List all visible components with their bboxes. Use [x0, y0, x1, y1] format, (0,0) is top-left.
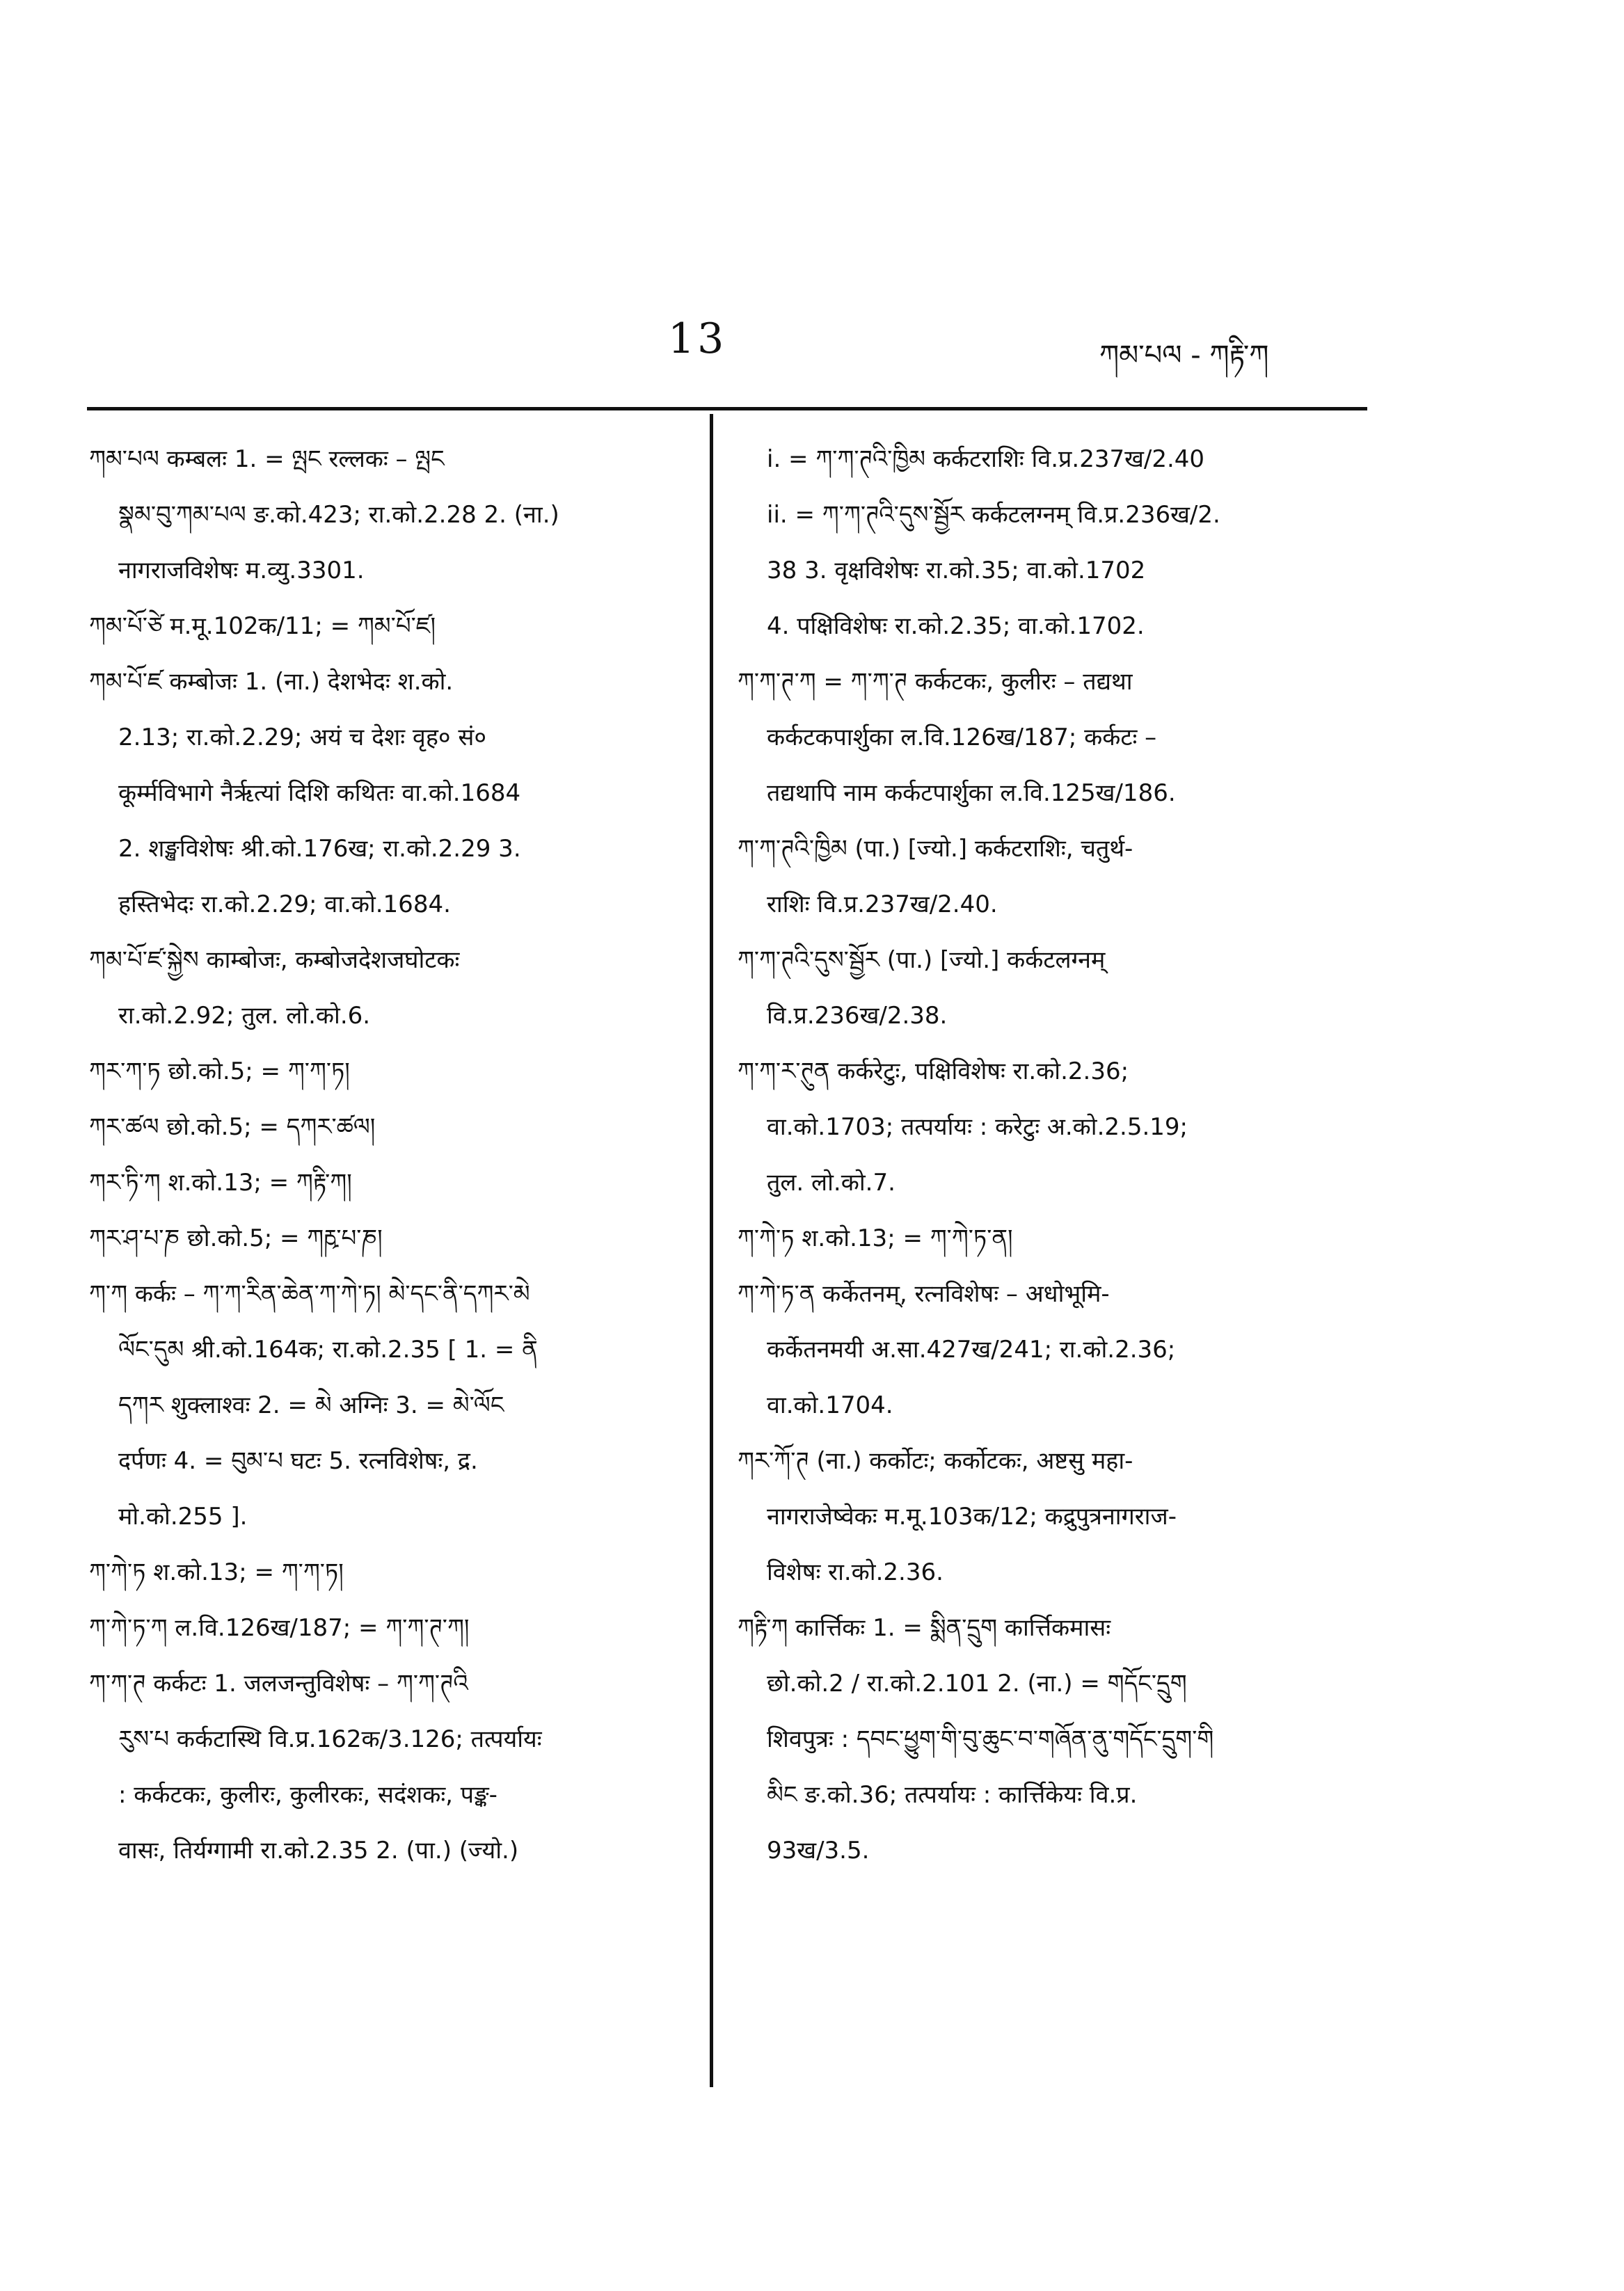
page-number: 13 [668, 314, 727, 363]
entry-headword-line: ཀ་ཀེ་ཏ་ན कर्केतनम्, रत्नविशेषः – अधोभूमि- [738, 1280, 1110, 1308]
entry-continuation-line: : कर्कटकः, कुलीरः, कुलीरकः, सदंशकः, पङ्क- [118, 1781, 497, 1809]
entry-continuation-line: वा.को.1704. [767, 1391, 893, 1419]
right-column [738, 431, 1364, 1878]
entry-continuation-line: मो.को.255 ]. [118, 1503, 248, 1531]
entry-headword-line: ཀ་ཀ་ཊའི་ཁྱིམ (पा.) [ज्यो.] कर्कटराशिः, चतुर्थ- [738, 835, 1133, 863]
entry-headword-line: ཀར་ཀ་ཏ छो.को.5; = ཀ་ཀ་ཏ། [89, 1057, 350, 1085]
entry-headword-line: ཀ་ཀ་ཊ་ཀ = ཀ་ཀ་ཊ कर्कटकः, कुलीरः – तद्यथा [738, 668, 1133, 696]
entry-headword-line: ཀར་ཤ་པ་ཎ छो.को.5; = ཀརྵ་པ་ཎ། [89, 1224, 383, 1252]
entry-continuation-line: शिवपुत्रः : དབང་ཕྱུག་གི་བུ་ཆུང་བ་གཞོན་ནུ་གདོང་དྲུག་གི [767, 1725, 1214, 1753]
left-column [89, 431, 694, 1878]
entry-headword-line: ཀ་ཀ་ཊ कर्कटः 1. जलजन्तुविशेषः – ཀ་ཀ་ཊའི [89, 1670, 468, 1698]
entry-continuation-line: नागराजविशेषः म.व्यु.3301. [118, 557, 365, 584]
entry-continuation-line: छो.को.2 / रा.को.2.101 2. (ना.) = གདོང་དྲུག [767, 1670, 1187, 1698]
entry-headword-line: ཀརྟི་ཀ कार्त्तिकः 1. = སྨིན་དྲུག कार्त्तिकमासः [738, 1614, 1111, 1642]
entry-continuation-line: तद्यथापि नाम कर्कटपार्शुका ल.वि.125ख/186. [767, 779, 1176, 807]
entry-headword-line: ཀ་ཀེ་ཏ श.को.13; = ཀ་ཀེ་ཏ་ན། [738, 1224, 1013, 1252]
entry-continuation-line: 38 3. वृक्षविशेषः रा.को.35; वा.को.1702 [767, 557, 1146, 584]
entry-headword-line: ཀར་ཚལ छो.को.5; = དཀར་ཚལ། [89, 1113, 376, 1141]
entry-continuation-line: སྣམ་བུ་ཀམ་པལ ङ.को.423; रा.को.2.28 2. (ना.) [118, 501, 559, 529]
entry-continuation-line: ལོང་དུམ श्री.को.164क; रा.को.2.35 [ 1. = ནི [118, 1336, 538, 1364]
entry-headword-line: ཀ་ཀེ་ཏ་ཀ ल.वि.126ख/187; = ཀ་ཀ་ཊ་ཀ། [89, 1614, 470, 1642]
entry-continuation-line: रा.को.2.92; तुल. लो.को.6. [118, 1002, 371, 1030]
entry-headword-line: ཀམ་པལ कम्बलः 1. = ལྤང रल्लकः – ལྤང [89, 445, 445, 473]
entry-headword-line: ཀར་ཏི་ཀ श.को.13; = ཀརྟི་ཀ། [89, 1169, 352, 1197]
entry-continuation-line: 2.13; रा.को.2.29; अयं च देशः वृह० सं० [118, 724, 487, 751]
entry-continuation-line: དཀར शुक्लाश्वः 2. = མེ अग्निः 3. = མེ་ལོང [118, 1391, 504, 1419]
entry-continuation-line: तुल. लो.को.7. [767, 1169, 895, 1197]
entry-headword-line: ཀར་ཀོ་ཊ (ना.) कर्कोटः; कर्कोटकः, अष्टसु महा- [738, 1447, 1133, 1475]
running-head: ཀམ་པལ - ཀརྟི་ཀ [1099, 340, 1269, 372]
entry-continuation-line: कर्केतनमयी अ.सा.427ख/241; रा.को.2.36; [767, 1336, 1176, 1364]
entry-continuation-line: विशेषः रा.को.2.36. [767, 1558, 944, 1586]
entry-headword-line: ཀ་ཀ कर्कः – ཀ་ཀ་རིན་ཆེན་ཀ་ཀེ་ཏ། མེ་དང་ནི་དཀར་མེ [89, 1280, 530, 1308]
entry-continuation-line: नागराजेष्वेकः म.मू.103क/12; कद्रुपुत्रनागराज- [767, 1503, 1177, 1531]
entry-continuation-line: i. = ཀ་ཀ་ཊའི་ཁྱིམ कर्कटराशिः वि.प्र.237ख/2.40 [767, 445, 1205, 473]
entry-continuation-line: कर्कटकपार्शुका ल.वि.126ख/187; कर्कटः – [767, 724, 1157, 751]
entry-continuation-line: 4. पक्षिविशेषः रा.को.2.35; वा.को.1702. [767, 612, 1145, 640]
entry-continuation-line: རུས་པ कर्कटास्थि वि.प्र.162क/3.126; तत्पर्यायः [118, 1725, 542, 1753]
entry-continuation-line: 2. शङ्खविशेषः श्री.को.176ख; रा.को.2.29 3. [118, 835, 521, 863]
entry-continuation-line: ii. = ཀ་ཀ་ཊའི་དུས་སྦྱོར कर्कटलग्नम् वि.प्र.236ख/2. [767, 501, 1220, 529]
entry-headword-line: ཀམ་པོ་ཛ་སྐྱེས काम्बोजः, कम्बोजदेशजघोटकः [89, 946, 460, 974]
entry-headword-line: ཀ་ཀེ་ཏ श.को.13; = ཀ་ཀ་ཏ། [89, 1558, 344, 1586]
entry-continuation-line: दर्पणः 4. = བུམ་པ घटः 5. रत्नविशेषः, द्र. [118, 1447, 478, 1475]
entry-continuation-line: 93ख/3.5. [767, 1837, 870, 1865]
header-rule [87, 407, 1367, 410]
entry-continuation-line: वि.प्र.236ख/2.38. [767, 1002, 948, 1030]
entry-continuation-line: वा.को.1703; तत्पर्यायः : करेटुः अ.को.2.5.19; [767, 1113, 1188, 1141]
entry-headword-line: ཀ་ཀ་ར་ཊུན कर्करेटुः, पक्षिविशेषः रा.को.2.36; [738, 1057, 1129, 1085]
entry-continuation-line: कूर्म्मविभागे नैर्ऋत्यां दिशि कथितः वा.को.1684 [118, 779, 521, 807]
entry-headword-line: ཀམ་པོ་ཙེ म.मू.102क/11; = ཀམ་པོ་ཛ། [89, 612, 436, 640]
entry-continuation-line: हस्तिभेदः रा.को.2.29; वा.को.1684. [118, 891, 451, 918]
entry-headword-line: ཀ་ཀ་ཊའི་དུས་སྦྱོར (पा.) [ज्यो.] कर्कटलग्नम् [738, 946, 1106, 974]
entry-continuation-line: राशिः वि.प्र.237ख/2.40. [767, 891, 998, 918]
entry-continuation-line: མིང ङ.को.36; तत्पर्यायः : कार्त्तिकेयः वि.प्र. [767, 1781, 1138, 1809]
entry-headword-line: ཀམ་པོ་ཛ कम्बोजः 1. (ना.) देशभेदः श.को. [89, 668, 454, 696]
column-divider [710, 414, 713, 2087]
entry-continuation-line: वासः, तिर्यग्गामी रा.को.2.35 2. (पा.) (ज्यो.) [118, 1837, 519, 1865]
